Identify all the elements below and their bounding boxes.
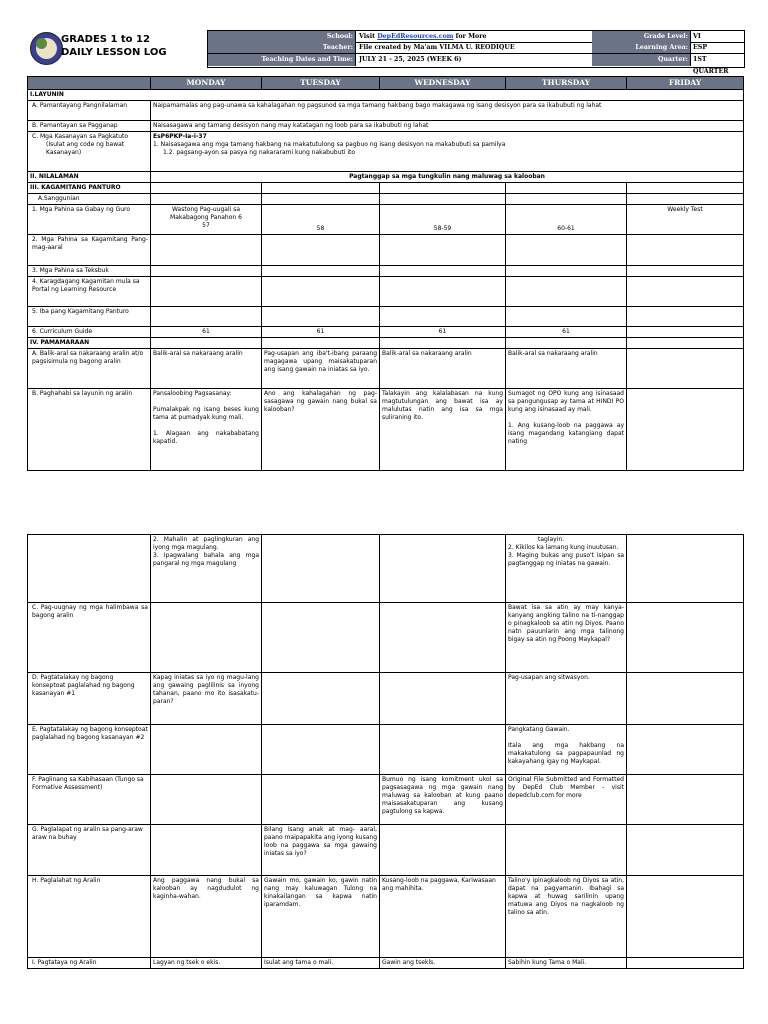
monday-ref: Wastong Pag-uugali sa Makabagong Panahon 6 [170,206,242,221]
empty-cell [151,725,262,775]
tuesday-cell: 58 [262,205,380,235]
row-label: D. Pagtatalakay ng bagong konseptoat paglalahad ng bagong kasanayan #1 [28,673,151,725]
lesson-table-1 [27,76,744,471]
section-layunin [28,90,744,101]
empty-cell [262,266,380,277]
row-b-pamantayan-sa-pagganap [28,121,744,132]
empty-cell [627,349,744,389]
thursday-cell: Balik-aral sa nakaraang aralin [506,349,627,389]
empty-cell [380,266,506,277]
empty-cell [380,725,506,775]
empty-cell [627,194,744,205]
empty-cell [380,183,506,194]
empty-cell [627,266,744,277]
row-gabay-guro [28,205,744,235]
dates-value: JULY 21 - 25, 2025 (WEEK 6) [355,54,592,66]
row-label: I. Pagtataya ng Aralin [28,958,151,969]
thursday-cell: Sabihin kung Tama o Mali. [506,958,627,969]
wednesday-cell: Gawin ang tsekls. [380,958,506,969]
empty-cell [506,338,627,349]
row-label: E. Pagtatalakay ng bagong konseptoat paglalahad ng bagong kasanayan #2 [28,725,151,775]
empty-cell [262,673,380,725]
empty-cell [262,775,380,825]
row-label: C. Pag-uugnay ng mga halimbawa sa bagong aralin [28,603,151,673]
empty-cell [380,603,506,673]
thursday-cell: Original File Submitted and Formatted by DepEd Club Member - visit depedclub.com for more [506,775,627,825]
empty-cell [262,603,380,673]
nilalaman-value: Pagtanggap sa mga tungkulin nang maluwag sa kalooban [151,172,744,183]
row-b-paghahabi-cont [28,535,744,603]
monday-cell [151,535,262,603]
header [27,30,743,75]
day-monday: MONDAY [151,77,262,90]
deped-seal-icon [30,32,63,65]
corner-cell [28,77,151,90]
row-label: F. Paglinang sa Kabihasaan (Tungo sa Formative Assessment) [28,775,151,825]
empty-cell [627,725,744,775]
empty-cell [627,338,744,349]
empty-cell [262,194,380,205]
empty-cell [380,235,506,266]
thursday-cell [506,535,627,603]
row-a-balik-aral [28,349,744,389]
empty-cell [151,775,262,825]
friday-cell: Weekly Test [627,205,744,235]
title-line-1: GRADES 1 to 12 [61,34,150,45]
row-curriculum-guide [28,327,744,338]
day-friday: FRIDAY [627,77,744,90]
day-header-row [28,77,744,90]
row-karagdagang-kagamitan [28,277,744,307]
tuesday-cell: Bilang isang anak at mag- aaral, paano maipapakita ang iyong kusang loob na paggawa sa mga gawaing iniatas sa iyo? [262,825,380,876]
row-value: Naisasagawa ang tamang desisyon nang may katatagan ng loob para sa ikabubuti ng lahat [151,121,744,132]
row-label: B. Pamantayan sa Pagganap [28,121,151,132]
row-label: G. Paglalapat ng aralin sa pang-araw araw na buhay [28,825,151,876]
empty-cell [262,725,380,775]
wednesday-cell: Kusang-loob na paggawa, Kariwasaan ang mahihita. [380,876,506,958]
row-h-paglalahat [28,876,744,958]
monday-cell [151,389,262,471]
thursday-cell: Talino'y ipinagkaloob ng Diyos sa atin, dapat na pagyamanin. Ibahagi sa kapwa at huwag sarilinin upang matuwa ang Diyos na nagkaloob ng talino sa atin. [506,876,627,958]
header-info-box [207,30,745,75]
empty-cell [627,389,744,471]
row-label: H. Paglalahat ng Aralin [28,876,151,958]
lesson-table-2 [27,534,744,969]
tuesday-cell: Isulat ang tama o mali. [262,958,380,969]
thursday-text-2: 1. Ang kusang-loob na paggawa ay isang magandang katangiang dapat nating [508,422,624,445]
row-b-paghahabi [28,389,744,471]
document-title [61,33,231,59]
thursday-text-2: Itala ang mga hakbang na makakatulong sa pagpapaunlad ng kakayahang igay ng Maykapal. [508,742,624,765]
empty-cell [262,183,380,194]
teacher-value: File created by Ma'am VILMA U. REODIQUE [355,42,592,53]
monday-item-2: 2. Mahalin at paglingkuran ang iyong mga magulang. [153,536,259,551]
row-a-pamantayang-pangnilalaman [28,101,744,121]
thursday-item-3: 3. Maging bukas ang puso't isipan sa pagtanggap ng iniatas na gawain. [508,552,624,567]
school-pre: Visit [359,33,378,40]
row-teksbuk [28,266,744,277]
empty-cell [151,307,262,327]
wednesday-cell: Bumuo ng isang komitment ukol sa pagsasagawa ng mga gawain nang maluwag sa kalooban at kung paano maisasakatuparan ang kusang pagtulong sa kapwa. [380,775,506,825]
empty-cell [151,338,262,349]
row-label [28,132,151,172]
empty-cell [380,307,506,327]
empty-cell [627,535,744,603]
row-value [151,132,744,172]
thursday-text-1: Sumagot ng OPO kung ang isinasaad sa pangungusap ay tama at HINDI PO kung ang isinasaad ay mali. [508,390,624,413]
empty-cell [506,235,627,266]
empty-cell [151,235,262,266]
empty-cell [506,183,627,194]
empty-cell [380,673,506,725]
empty-cell [506,266,627,277]
row-label: 6. Curriculum Guide [28,327,151,338]
empty-cell [506,194,627,205]
monday-cell: 61 [151,327,262,338]
thursday-text-1: Pangkatang Gawain. [508,726,570,733]
row-kagamitang-pang-mag-aaral [28,235,744,266]
empty-cell [506,277,627,307]
empty-cell [151,194,262,205]
empty-cell [627,183,744,194]
empty-cell [151,183,262,194]
empty-cell [151,825,262,876]
row-g-paglalapat [28,825,744,876]
thursday-cell [506,389,627,471]
competency-line-2: 1.2. pagsang-ayon sa pasya ng nakararami kung nakabubuti ito [163,149,356,156]
thursday-cell: Bawat isa sa atin ay may kanya-kanyang angking talino na ti-nanggap o pinagkaloob sa atin ng Diyos. Paano natn pauunlarin ang mga talinong bigay sa atin ng Poong Maykapal? [506,603,627,673]
school-value [355,31,592,42]
row-label: 5. Iba pang Kagamitang Panturo [28,307,151,327]
empty-cell [627,307,744,327]
empty-cell [627,876,744,958]
wednesday-cell: 58-59 [380,205,506,235]
empty-cell [380,277,506,307]
empty-cell [627,277,744,307]
grade-value: VI [690,31,744,42]
empty-cell [506,307,627,327]
empty-cell [506,825,627,876]
row-kagamitan [28,183,744,194]
teacher-label: Teacher: [208,42,355,53]
row-label: A. Balik-aral sa nakaraang aralin at/o pagsisimula ng bagong aralin [28,349,151,389]
monday-cell [151,205,262,235]
row-f-paglinang [28,775,744,825]
row-label: A. Pamantayang Pangnilalaman [28,101,151,121]
monday-item-3: 3. Ipagwalang bahala ang mga pangaral ng mga magulang [153,552,259,567]
tuesday-cell: Pag-usapan ang iba't-ibang paraang magagawa upang maisakatuparan ang isang gawain na iniatas sa iyo. [262,349,380,389]
row-sanggunian [28,194,744,205]
thursday-cell: 60-61 [506,205,627,235]
row-label: 2. Mga Pahina sa Kagamitang Pang-mag-aaral [28,235,151,266]
row-label: B. Paghahabi sa layunin ng aralin [28,389,151,471]
row-pamamaraan [28,338,744,349]
monday-page: 57 [202,222,210,229]
wednesday-cell: 61 [380,327,506,338]
thursday-item-2: 2. Kikilos ka lamang kung inuutusan. [508,544,619,551]
nilalaman-label: II. NILALAMAN [28,172,151,183]
quarter-value: 1ST QUARTER [690,54,744,66]
tuesday-cell: Gawain mo, gawain ko, gawin natin nang may kaluwagan Tulong na kinakailangan sa kapwa natin iparamdam. [262,876,380,958]
row-d-pagtatalakay-1 [28,673,744,725]
empty-cell [262,235,380,266]
header-row-dates [208,54,744,75]
row-c-kasanayan [28,132,744,172]
thursday-cell [506,725,627,775]
empty-cell [380,194,506,205]
pamamaraan-label: IV. PAMAMARAAN [28,338,151,349]
empty-cell [380,338,506,349]
empty-cell [380,825,506,876]
empty-cell [627,825,744,876]
day-tuesday: TUESDAY [262,77,380,90]
row-value: Naipamamalas ang pag-unawa sa kahalagahan ng pagsunod sa mga tamang hakbang bago makagawa ng isang desisyon para sa ikabubuti ng lahat [151,101,744,121]
school-link[interactable]: DepEdResources.com [377,33,454,40]
empty-cell [151,266,262,277]
empty-cell [627,958,744,969]
row-label: 4. Karagdagang Kagamitan mula sa Portal ng Learning Resource [28,277,151,307]
empty-cell [151,277,262,307]
row-c-pag-uugnay [28,603,744,673]
thursday-cell: Pag-usapan ang sitwasyon. [506,673,627,725]
row-label: 1. Mga Pahina sa Gabay ng Guro [28,205,151,235]
monday-cell: Kapag iniatas sa iyo ng magu-lang ang gawaing paglilinis sa inyong tahanan, paano mo ito isasakatu-paran? [151,673,262,725]
thursday-item-1-cont: taglayin. [538,536,565,543]
kagamitan-label: III. KAGAMITANG PANTURO [28,183,151,194]
competency-code: EsP6PKP-Ia-i-37 [153,133,207,140]
empty-cell [380,535,506,603]
row-nilalaman [28,172,744,183]
empty-cell [262,535,380,603]
day-wednesday: WEDNESDAY [380,77,506,90]
quarter-label: Quarter: [592,54,690,66]
dates-label: Teaching Dates and Time: [208,54,355,66]
empty-cell [627,327,744,338]
empty-cell [627,775,744,825]
grade-label: Grade Level: [592,31,690,42]
area-value: ESP [690,42,744,53]
wednesday-cell: Balik-aral sa nakaraang aralin [380,349,506,389]
monday-cell: Ang paggawa nang bukal sa kalooban ay nagdudulot ng kaginha-wahan. [151,876,262,958]
header-row-teacher [208,42,744,54]
area-label: Learning Area: [592,42,690,53]
day-thursday: THURSDAY [506,77,627,90]
thursday-cell: 61 [506,327,627,338]
competency-line-1: 1. Naisasagawa ang mga tamang hakbang na makatutulong sa pagbuo ng isang desisyon na makabubuti sa pamilya [153,141,506,148]
wednesday-cell: Talakayin ang kalalabasan na kung magtutulungan ang bawat isa ay malulutas natin ang isa sa mga suliraning ito. [380,389,506,471]
school-label: School: [208,31,355,42]
monday-text-2: Pumalakpak ng isang beses kung tama at pumadyak kung mali. [153,406,259,421]
title-line-2: DAILY LESSON LOG [61,47,167,58]
monday-text-1: Pansaloobing Pagsasanay: [153,390,232,397]
row-iba-pang-kagamitan [28,307,744,327]
empty-cell [151,603,262,673]
row-e-pagtatalakay-2 [28,725,744,775]
empty-cell [262,277,380,307]
empty-cell [262,307,380,327]
tuesday-cell: 61 [262,327,380,338]
row-i-pagtataya [28,958,744,969]
empty-cell [262,338,380,349]
empty-cell [627,235,744,266]
school-post: for More [453,33,487,40]
row-label: 3. Mga Pahina sa Teksbuk [28,266,151,277]
c-label-1: C. Mga Kasanayan sa Pagkatuto [32,133,129,140]
empty-cell [627,673,744,725]
monday-cell: Balik-aral sa nakaraang aralin [151,349,262,389]
sanggunian-label: A.Sanggunian [28,194,151,205]
monday-text-3: 1. Alagaan ang nakababatang kapatid. [153,430,259,445]
empty-cell [627,603,744,673]
tuesday-cell: Ano ang kahalagahan ng pag-sasagawa ng gawain nang bukal sa kalooban? [262,389,380,471]
monday-cell: Lagyan ng tsek o ekis. [151,958,262,969]
c-label-2: (Isulat ang code ng bawat Kasanayan) [46,141,125,156]
empty-cell [28,535,151,603]
section-layunin-label: I.LAYUNIN [28,90,744,101]
